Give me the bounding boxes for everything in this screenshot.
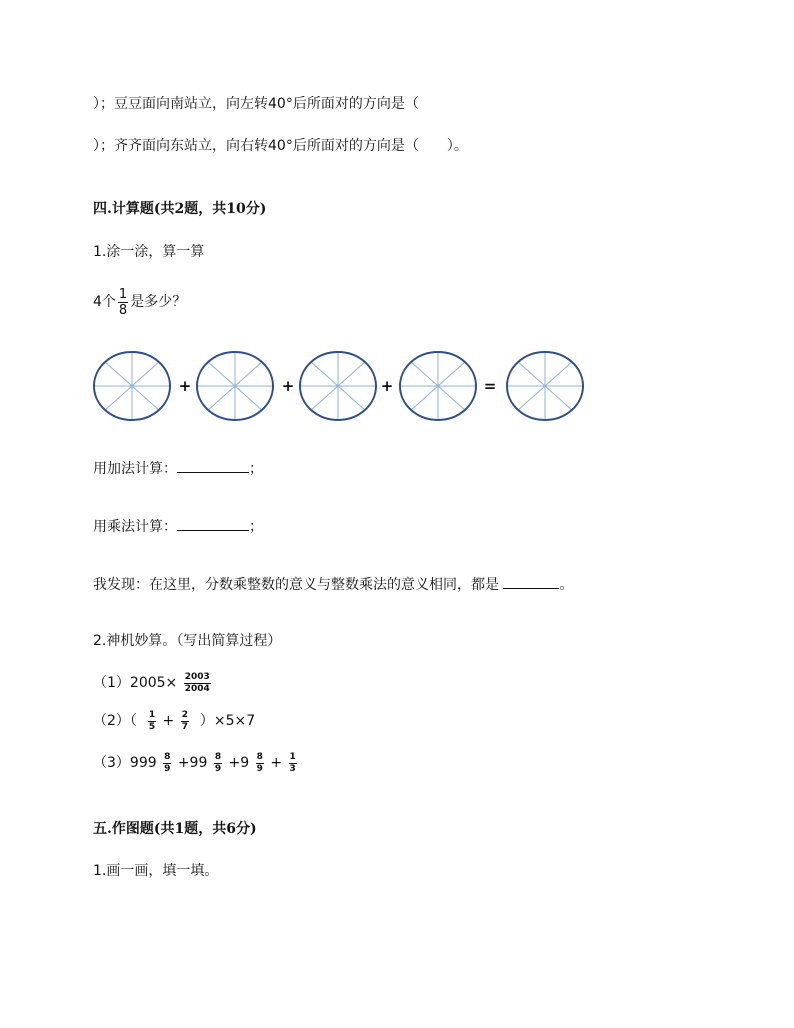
circle-spoke: [438, 386, 465, 410]
circle-spoke: [518, 362, 545, 386]
problem-1: （1）2005× $\frac{2003}{2004}$: [93, 671, 210, 694]
circle-spoke: [132, 386, 159, 410]
circle-spoke: [518, 386, 545, 410]
circle-spoke: [545, 386, 572, 410]
fraction-2003-2004: $\frac{2003}{2004}$: [184, 671, 210, 694]
circle-spoke: [438, 362, 465, 386]
discovery-line: 我发现：在这里，分数乘整数的意义与整数乘法的意义相同，都是 。: [93, 574, 573, 594]
circle-spoke: [311, 386, 338, 410]
discovery-answer-blank[interactable]: [503, 574, 559, 589]
circle-spoke: [338, 386, 365, 410]
problem-2: （2）（ $\frac{1}{5}$ + $\frac{2}{7}$ ）×5×7: [93, 709, 256, 732]
circle-spoke: [105, 362, 132, 386]
fraction-2-7: $\frac{2}{7}$: [181, 709, 188, 732]
fraction-circle[interactable]: [507, 352, 583, 420]
fraction-circle[interactable]: [400, 352, 476, 420]
circle-spoke: [235, 362, 262, 386]
add-answer-blank[interactable]: [177, 458, 249, 473]
fraction-circle[interactable]: [94, 352, 170, 420]
fraction-one-eighth: $\frac{1}{8}$: [118, 286, 128, 318]
fraction-circle[interactable]: [300, 352, 376, 420]
mul-method-line: 用乘法计算： ；: [93, 516, 263, 536]
circle-spoke: [411, 362, 438, 386]
q1-prompt: 4个 $\frac{1}{8}$ 是多少？: [93, 286, 187, 318]
equals-sign: =: [483, 377, 497, 395]
plus-sign: +: [178, 377, 192, 395]
fraction-1-3: $\frac{1}{3}$: [289, 751, 296, 774]
circle-spoke: [338, 362, 365, 386]
circle-spoke: [411, 386, 438, 410]
fraction-circle[interactable]: [197, 352, 273, 420]
section-4-title: 四.计算题(共2题，共10分): [93, 201, 267, 217]
fraction-8-9-c: $\frac{8}{9}$: [256, 751, 263, 774]
circle-spoke: [235, 386, 262, 410]
fraction-circles-diagram: [88, 345, 598, 429]
fraction-8-9-b: $\frac{8}{9}$: [214, 751, 222, 774]
q2-title: 2.神机妙算。（写出简算过程）: [93, 633, 282, 649]
plus-sign: +: [281, 377, 295, 395]
circle-spoke: [311, 362, 338, 386]
section-5-q1-title: 1.画一画，填一填。: [93, 863, 219, 879]
circle-spoke: [132, 362, 159, 386]
circle-spoke: [208, 362, 235, 386]
circle-spoke: [105, 386, 132, 410]
add-method-line: 用加法计算： ；: [93, 458, 263, 478]
problem-3: （3）999 $\frac{8}{9}$ +99 $\frac{8}{9}$ +9 $\frac{8}{9}$ + $\frac{1}{3}$: [93, 751, 296, 774]
question-line-1: ）；豆豆面向南站立，向左转40°后所面对的方向是（: [93, 96, 419, 112]
question-line-2: ）；齐齐面向东站立，向右转40°后所面对的方向是（ ）。: [93, 138, 468, 154]
section-5-title: 五.作图题(共1题，共6分): [93, 821, 257, 837]
q1-title: 1.涂一涂，算一算: [93, 244, 205, 260]
fraction-1-5: $\frac{1}{5}$: [148, 709, 156, 732]
circle-spoke: [545, 362, 572, 386]
circle-spoke: [208, 386, 235, 410]
plus-sign: +: [380, 377, 394, 395]
fraction-8-9-a: $\frac{8}{9}$: [164, 751, 171, 774]
mul-answer-blank[interactable]: [177, 516, 249, 531]
